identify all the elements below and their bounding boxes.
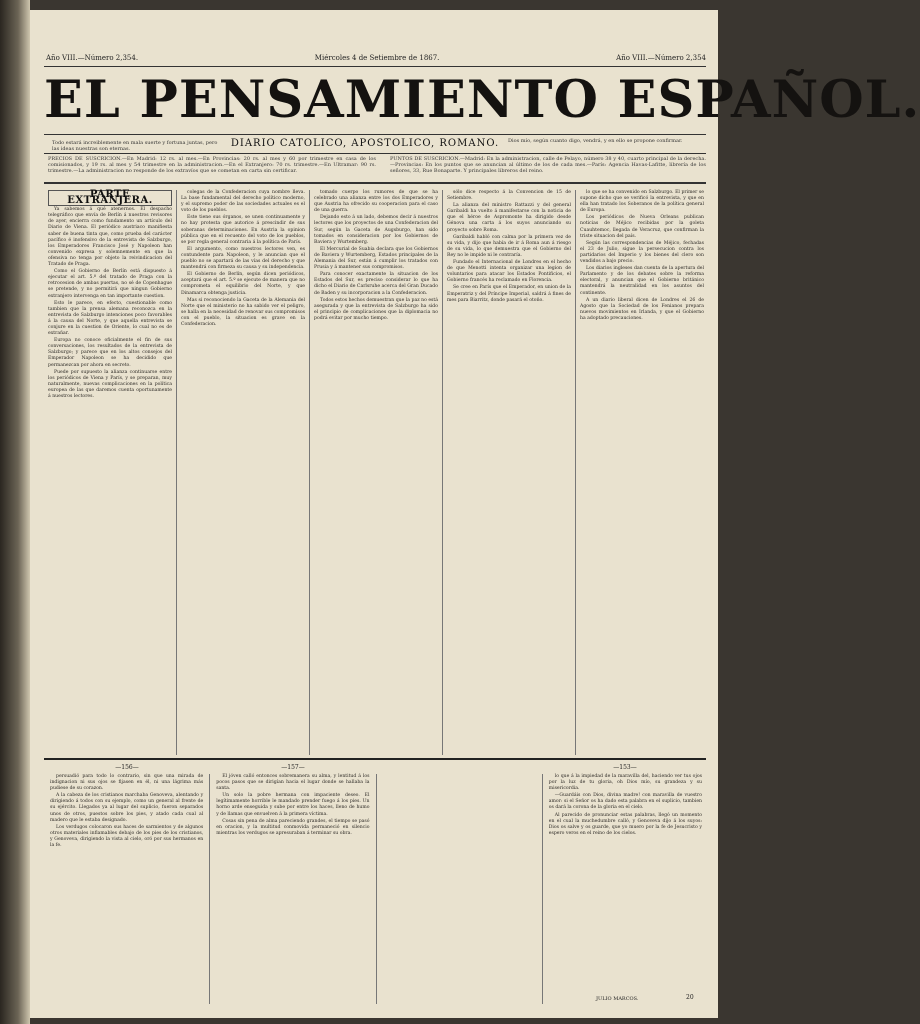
column-5 [575,190,708,755]
feuilleton-col-2 [209,774,375,1004]
col5-p5: A un diario liberal dicen de Londres el 26 de Agosto que la Sociedad de los Fenianos prepara nuevos movimientos en Irlanda, y que el Gobierno ha adoptado precauciones. [580,297,704,321]
col5-p1: lo que se ha convenido en Salzburgo. El primer se supone dicho que se verificó la entrevista, y que en ella han tratado los Soberanos de la política general de Europa. [580,190,704,214]
col1-p4: Europa no conoce oficialmente el fin de sus conversaciones, los resultados de la entrevista de Salzburgo; y parece que en los altos consejos del Emperador Napoleon se ha decidido que permanezcan por ahora en secreto. [48,338,172,368]
feuilleton-col-3 [376,774,542,1004]
folio-2: —157— [281,764,305,771]
motto-left: Todo estará increiblemente en mala suerte y fortuna juntas, pero las ideas nuestras son eternas. [52,140,218,152]
col4-p3: Garibaldi habló con calma por la primera vez de su vida, y dijo que había de ir á Roma aun á riesgo de su vida, lo que demuestra que el Gobierno del Rey no le impide ni le contraría. [447,234,571,258]
col1-p1: Ya sabemos á qué atenernos. El despacho telegráfico que envía de Berlín á nuestros revisores de ayer, encierra como fundamento un artículo del Diario de Viena. El periódico austriaco manifiesta saber de buena tinta que, como prueba del carácter pacífico é inofensivo de la entrevista de Salzburgo, los Emperadores Francisco José y Napoleon han convenido expresa y solemnemente en que la ofensiva no tenga por objeto la reivindicacion del Tratado de Praga. [48,207,172,268]
col3-p4: Para conocer exactamente la situacion de los Estados del Sur, es preciso considerar lo que ha dicho el Diario de Carlsruhe acerca del Gran Ducado de Baden y su incorporacion a la Confederacion. [314,272,438,296]
col1-p3: Esto le parece, en efecto, cuestionable como tambien que la prensa alemana reconozca en la entrevista de Salzburgo intenciones poco favorables á la causa del Norte, y que aquella entrevista se conjure en la cuestion de Oriente, lo cual no es de extrañar. [48,300,172,337]
upper-columns [44,190,708,755]
issue-right: Año VIII.—Número 2,354 [616,54,706,62]
subtitle-rule [44,153,706,154]
top-rule [44,66,706,67]
column-3 [309,190,442,755]
col3-p2: Dejando esto á un lado, debemos decir á nuestros lectores que los proyectos de una Confederacion del Sur, según la Gaceta de Augsburgo, han sido tomados en consideracion por los Gobiernos de Baviera y Wurtemberg. [314,215,438,245]
column-1 [44,190,176,755]
feuilleton-col-1 [44,774,209,1004]
folio-4: —153— [613,764,637,771]
feuilleton-rule [44,758,706,760]
header-line [46,54,706,62]
lcol4-p1: lo que á la impiedad de la maravilla del, haciendo ver tus ojos por la luz de tu gloria, oh Dios mío, su grandeza y su misericordia. [548,774,702,792]
col2-p2: Este tiene sus órganos, se unen continuamente y no hay protesta que autorice á prescindir de sus soberanas determinaciones. En Austria la opinion pública que en el recuento del voto de los pueblos, se por regla general contraria á la política de París. [181,215,305,245]
col5-p3: Según las correspondencias de Méjico, fechadas el 23 de Julio, sigue la persecucion contra los partidarios del Imperio y los bienes del clero son vendidos a bajo precio. [580,240,704,265]
newspaper-page [30,10,920,1018]
signature-line: JULIO MARCOS. [596,996,639,1002]
subtitle: DIARIO CATOLICO, APOSTOLICO, ROMANO. [230,138,500,149]
col3-p1: tomado cuerpo los rumores de que se ha celebrado una alianza entre los dos Emperadores y que Austria ha ofrecido su cooperacion para el caso de una guerra. [314,190,438,214]
lcol2-p3: Cosas sin pena de alma pareciendo grandes, el tiempo se pasó en oracion, y la multitud conmovida permaneció en silencio mientras los verdugos se apresuraban á terminar su obra. [216,818,370,836]
col5-p2: Los periódicos de Nueva Orleans publican noticias de Méjico recibidas por la goleta Cuauhtemoc, llegada de Veracruz, que confirman la triste situacion del país. [580,215,704,239]
col1-p2: Como el Gobierno de Berlín está dispuesto á ejecutar el art. 5.º del tratado de Praga con la retrocesion de ambas puertas, no sé de Copenhague se pretende, y no permitirá que ningun Gobierno extranjero intervenga en tan importante cuestion. [48,269,172,299]
title-rule [44,134,706,135]
subscription-prices: PRECIOS DE SUSCRICION.—En Madrid: 12 rs. al mes.—En Provincias: 20 rs. al mes y 60 por trimestre en casa de los comisionados, y 19 rs. al mes y 54 trimestre en la administracion.—En el Extranjero: 70 rs. trimestre.—En Ultramar: 90 rs. trimestre.—La administracion no responde de los extravíos que se cometan en carta sin certificar. [48,156,376,174]
col3-p3: El Mercurial de Suabia declara que los Gobiernos de Baviera y Wurtemberg, Estados principales de la Alemania del Sur, están á cumplir los tratados con Prusia y á mantener sus compromisos. [314,246,438,271]
column-2 [176,190,309,755]
lcol4-p2: —Guardáis con Dios, divina madre! con maravilla de vuestro amor: si el Señor os ha dado esta palabra en el suplicio, tambien os dará la corona de la gloria en el cielo. [548,793,702,811]
col2-p4: El Gobierno de Berlín, según dicen periódicos, aceptará que el art. 5.º se ejecute de manera que no comprometa el equilibrio del Norte, y que Dinamarca obtenga justicia. [181,272,305,296]
lcol1-p3: Los verdugos colocaron sus haces de sarmientos y de algunos otros materiales inflamables debajo de los pies de los cristianos, y Genoveva, dirigiendo la vista al cielo, oró por sus hermanos en la fe. [50,824,204,849]
col5-p4: Los diarios ingleses dan cuenta de la apertura del Parlamento y de los debates sobre la reforma electoral, y anuncian que el Gobierno británico mantendrá la neutralidad en los asuntos del continente. [580,266,704,296]
column-4 [442,190,575,755]
lcol2-p2: Un solo la pobre hermana con impaciente deseo. El legítimamente horrible le mandado prender fuego á los pies. Un horno arde enseguida y sube por entre los haces, lleno de humo y de llamas que envuelven á la primera víctima. [216,793,370,817]
lcol1-p1: persuadió para todo lo contrario, sin que una mirada de indignacion ni sus ojos se fijasen en él, ni una lágrima más pudiese de su corazon. [50,774,204,792]
col4-p5: Se cree en París que el Emperador, en union de la Emperatriz y del Príncipe Imperial, saldrá á fines de mes para Biarritz, donde pasará el otoño. [447,285,571,303]
col2-p1: colegas de la Confederacion cuya nombre lleva. La base fundamental del derecho político moderno, y el supremo poder de las sociedades actuales es el voto de los pueblos. [181,190,305,214]
feuilleton-col-4 [542,774,708,1004]
lcol4-p3: Al parecido de pronunciar estas palabras, llegó un momento en el cual la muchedumbre calló, y Genoveva dijo á los suyos: Dios os salve y os guarde, que yo muero por la fe de Jesucristo y espero veros en el reino de los cielos. [548,812,702,836]
col2-p3: El argumento, como nuestros lectores ven, es contundente para Napoleon, y le anuncian que el pueblo no se apartará de las vías del derecho y que mantendrá con firmeza su causa y su independencia. [181,246,305,271]
book-spine [0,0,30,1024]
page-number: 20 [686,994,694,1001]
section-heading: PARTE EXTRANJERA. [48,190,172,206]
header-bottom-rule [44,182,706,184]
lcol1-p2: A la cabeza de los cristianos marchaba Genoveva, alentando y dirigiendo á todos con su ejemplo, como un general al frente de su ejército. Llegados ya al lugar del suplicio, fueron separados unos de otros, puestos sobre los pies, y atado cada cual al madero que le estaba designado. [50,793,204,823]
subscription-points: PUNTOS DE SUSCRICION.—Madrid: En la administracion, calle de Pelayo, número 38 y 40, cuarto principal de la derecha.—Provincias: En los puntos que se anuncian al último de los de cada mes.—París: Agencia Havas-Lafitte, librería de los señores, 33, Rue Bonaparte. Y principales libreros del reino. [390,156,706,174]
folio-3 [376,764,542,771]
issue-date: Miércoles 4 de Setiembre de 1867. [314,54,440,62]
feuilleton-columns [44,774,708,1004]
motto-right: Dios mío, según cuanto digo, vendrá, y en ello se propone confirmar. [508,138,683,144]
col3-p5: Todos estos hechos demuestran que la paz no está asegurada y que la entrevista de Salzburgo ha sido el principio de complicaciones que la diplomacia no podrá evitar por mucho tiempo. [314,297,438,321]
folio-1: —156— [115,764,139,771]
feuilleton-folios [44,764,708,771]
lcol2-p1: El jóven calló entonces sobremanera su alma, y lentitud á los pocos pasos que se dirigían hacia el lugar donde se hallaba la santa. [216,774,370,792]
col4-p2: La alianza del ministro Rattazzi y del general Garibaldi ha vuelto á manifestarse con la noticia de que el héroe de Aspromonte ha dirigido desde Génova una carta á los suyos anunciando su proyecto sobre Roma. [447,203,571,233]
masthead-title: EL PENSAMIENTO ESPAÑOL. [44,70,920,130]
col4-p1: sólo dice respecto á la Convencion de 15 de Setiembre. [447,190,571,202]
col2-p5: Mas si reconociendo la Gaceta de la Alemania del Norte que el ministerio no ha sabido ver el peligro, se halla en la necesidad de renovar sus compromisos con el pueblo, la situacion es grave en la Confederacion. [181,297,305,327]
issue-left: Año VIII.—Número 2,354. [46,54,139,62]
col4-p4: Fundado el Internacional de Londres en el hecho de que Menotti intenta organizar una legion de voluntarios para atacar los Estados Pontificios, el Gobierno francés ha reclamado en Florencia. [447,260,571,284]
col1-p5: Puede por supuesto la alianza continuarse entre los periódicos de Viena y París, y se preparan, muy naturalmente, nuevas complicaciones en la política europea de las que daremos cuenta oportunamente á nuestros lectores. [48,369,172,399]
